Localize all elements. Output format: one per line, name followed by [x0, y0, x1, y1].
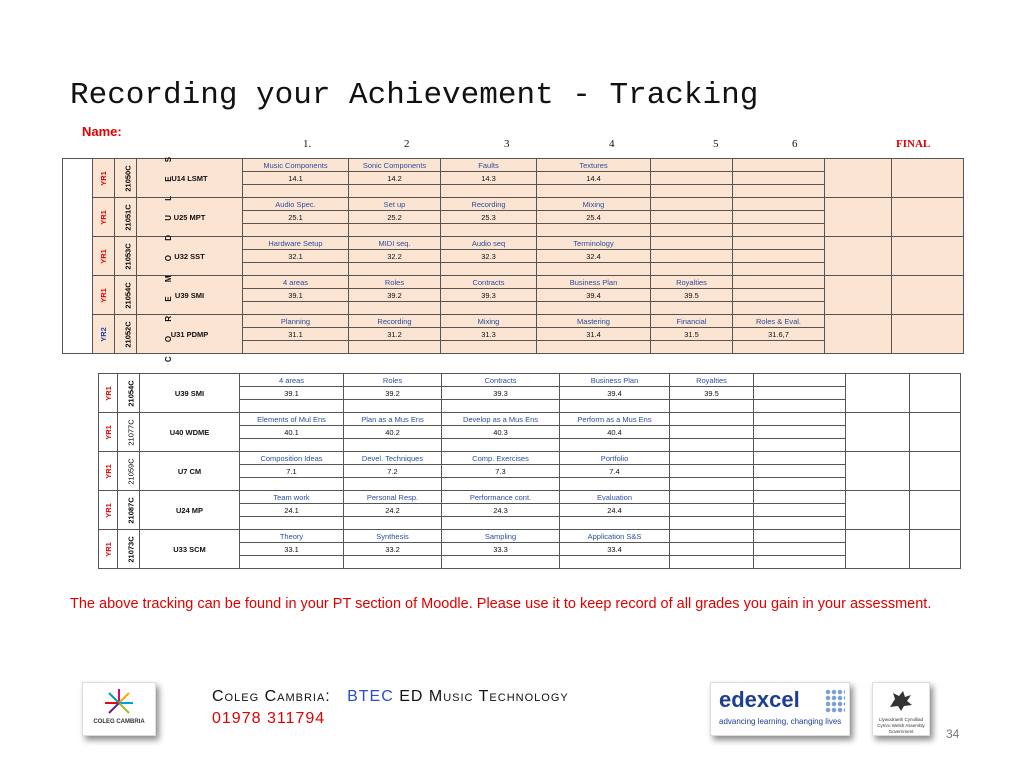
final-grade-cell[interactable] — [846, 374, 910, 413]
criteria-code-cell — [670, 504, 754, 517]
criteria-code-cell — [754, 543, 846, 556]
criteria-label-cell — [651, 198, 733, 211]
grade-cell[interactable] — [651, 302, 733, 315]
criteria-label-cell: Evaluation — [560, 491, 670, 504]
unit-name: U33 SCM — [140, 530, 240, 569]
grade-cell[interactable] — [560, 439, 670, 452]
criteria-code-cell — [754, 387, 846, 400]
welsh-logo-text: Llywodraeth Cynulliad Cymru Welsh Assembly Government — [877, 717, 925, 734]
grade-cell[interactable] — [441, 185, 537, 198]
criteria-code-cell: 32.1 — [243, 250, 349, 263]
criteria-label-cell — [754, 374, 846, 387]
welsh-assembly-logo — [872, 682, 930, 736]
table-row — [99, 452, 961, 465]
criteria-code-cell: 7.1 — [240, 465, 344, 478]
criteria-label-cell: Royalties — [670, 374, 754, 387]
criteria-code-cell: 32.2 — [349, 250, 441, 263]
unit-code: 21073C — [126, 535, 136, 563]
criteria-label-cell: Sonic Components — [349, 159, 441, 172]
grade-cell[interactable] — [754, 400, 846, 413]
year-cell — [99, 452, 118, 491]
criteria-label-cell — [670, 491, 754, 504]
grade-cell[interactable] — [754, 517, 846, 530]
table-row — [63, 276, 964, 289]
unit-code: 21054C — [126, 379, 136, 407]
criteria-label-cell: Portfolio — [560, 452, 670, 465]
column-header-3: 3 — [504, 138, 510, 150]
criteria-label-cell: Textures — [537, 159, 651, 172]
final-grade-cell[interactable] — [825, 198, 892, 237]
unit-code-cell — [118, 452, 140, 491]
core-modules-label: C O R E M O D U L E S — [164, 150, 174, 362]
grade-cell[interactable] — [349, 224, 441, 237]
criteria-code-cell: 39.4 — [537, 289, 651, 302]
table-row — [63, 237, 964, 250]
column-header-1: 1. — [303, 138, 312, 150]
criteria-label-cell — [733, 198, 825, 211]
column-header-5: 5 — [713, 138, 719, 150]
criteria-label-cell — [754, 530, 846, 543]
criteria-code-cell: 25.4 — [537, 211, 651, 224]
year-label: YR1 — [99, 287, 108, 303]
criteria-code-cell: 31.5 — [651, 328, 733, 341]
criteria-label-cell: Theory — [240, 530, 344, 543]
final-grade-cell[interactable] — [892, 198, 964, 237]
criteria-label-cell: Sampling — [442, 530, 560, 543]
criteria-label-cell: Composition Ideas — [240, 452, 344, 465]
criteria-code-cell: 39.3 — [441, 289, 537, 302]
grade-cell[interactable] — [442, 517, 560, 530]
final-grade-cell[interactable] — [825, 276, 892, 315]
criteria-code-cell: 40.3 — [442, 426, 560, 439]
grade-cell[interactable] — [240, 556, 344, 569]
criteria-code-cell: 32.3 — [441, 250, 537, 263]
criteria-label-cell — [754, 452, 846, 465]
criteria-code-cell: 33.1 — [240, 543, 344, 556]
grade-cell[interactable] — [442, 400, 560, 413]
core-modules-table — [62, 150, 964, 362]
criteria-label-cell: Financial — [651, 315, 733, 328]
unit-code: 21050C — [123, 164, 133, 192]
criteria-code-cell — [733, 289, 825, 302]
criteria-code-cell: 39.1 — [240, 387, 344, 400]
criteria-code-cell: 31.4 — [537, 328, 651, 341]
year-cell — [93, 276, 115, 315]
criteria-code-cell: 7.2 — [344, 465, 442, 478]
criteria-code-cell: 24.2 — [344, 504, 442, 517]
criteria-code-cell: 39.3 — [442, 387, 560, 400]
criteria-label-cell: Recording — [349, 315, 441, 328]
criteria-code-cell — [670, 465, 754, 478]
final-grade-cell[interactable] — [846, 530, 910, 569]
final-grade-cell[interactable] — [825, 237, 892, 276]
year-cell — [93, 159, 115, 198]
year-label: YR1 — [99, 248, 108, 264]
criteria-label-cell: Recording — [441, 198, 537, 211]
grade-cell[interactable] — [243, 302, 349, 315]
unit-code: 21059C — [126, 457, 136, 485]
final-grade-cell[interactable] — [846, 491, 910, 530]
edexcel-logo — [710, 682, 850, 736]
criteria-code-cell: 31.3 — [441, 328, 537, 341]
final-grade-cell[interactable] — [910, 413, 961, 452]
criteria-label-cell: Roles & Eval. — [733, 315, 825, 328]
grade-cell[interactable] — [670, 400, 754, 413]
criteria-label-cell: Hardware Setup — [243, 237, 349, 250]
criteria-code-cell: 39.5 — [651, 289, 733, 302]
criteria-code-cell: 39.2 — [349, 289, 441, 302]
criteria-label-cell: Plan as a Mus Ens — [344, 413, 442, 426]
optional-modules-table — [98, 373, 961, 569]
year-label: YR1 — [103, 463, 113, 479]
criteria-code-cell — [733, 172, 825, 185]
grade-cell[interactable] — [240, 400, 344, 413]
grade-cell[interactable] — [651, 185, 733, 198]
criteria-label-cell: Faults — [441, 159, 537, 172]
final-grade-cell[interactable] — [825, 315, 892, 354]
footer-course: ED Music Technology — [393, 688, 569, 705]
criteria-code-cell: 40.2 — [344, 426, 442, 439]
grade-cell[interactable] — [560, 478, 670, 491]
unit-name: U31 PDMP — [137, 315, 243, 354]
grade-cell[interactable] — [349, 341, 441, 354]
grade-cell[interactable] — [243, 341, 349, 354]
criteria-code-cell: 14.1 — [243, 172, 349, 185]
final-grade-cell[interactable] — [892, 315, 964, 354]
criteria-label-cell: Mixing — [537, 198, 651, 211]
unit-code-cell — [118, 530, 140, 569]
grade-cell[interactable] — [537, 302, 651, 315]
grade-cell[interactable] — [240, 439, 344, 452]
grade-cell[interactable] — [240, 517, 344, 530]
final-grade-cell[interactable] — [892, 276, 964, 315]
grade-cell[interactable] — [349, 185, 441, 198]
criteria-label-cell: Roles — [349, 276, 441, 289]
grade-cell[interactable] — [733, 341, 825, 354]
year-cell — [99, 491, 118, 530]
final-grade-cell[interactable] — [910, 491, 961, 530]
unit-code: 21077C — [126, 418, 136, 446]
criteria-code-cell: 31.6,7 — [733, 328, 825, 341]
criteria-code-cell: 39.1 — [243, 289, 349, 302]
final-grade-cell[interactable] — [910, 374, 961, 413]
grade-cell[interactable] — [537, 263, 651, 276]
criteria-label-cell — [670, 452, 754, 465]
year-label: YR1 — [99, 209, 108, 225]
unit-name: U14 LSMT — [137, 159, 243, 198]
unit-code-cell — [115, 159, 137, 198]
unit-name: U25 MPT — [137, 198, 243, 237]
unit-code: 21053C — [123, 242, 133, 270]
dragon-icon — [887, 687, 915, 715]
grade-cell[interactable] — [349, 263, 441, 276]
grade-cell[interactable] — [733, 263, 825, 276]
criteria-code-cell — [733, 211, 825, 224]
column-header-4: 4 — [609, 138, 615, 150]
criteria-label-cell — [670, 413, 754, 426]
criteria-label-cell: Develop as a Mus Ens — [442, 413, 560, 426]
unit-name: U40 WDME — [140, 413, 240, 452]
criteria-code-cell: 33.3 — [442, 543, 560, 556]
criteria-label-cell: Terminology — [537, 237, 651, 250]
year-label: YR1 — [103, 385, 113, 401]
grade-cell[interactable] — [670, 439, 754, 452]
criteria-code-cell: 33.2 — [344, 543, 442, 556]
grade-cell[interactable] — [651, 263, 733, 276]
final-grade-cell[interactable] — [846, 452, 910, 491]
grade-cell[interactable] — [441, 263, 537, 276]
criteria-code-cell: 7.4 — [560, 465, 670, 478]
criteria-label-cell: Personal Resp. — [344, 491, 442, 504]
unit-name: U24 MP — [140, 491, 240, 530]
year-cell — [93, 237, 115, 276]
unit-code-cell — [118, 413, 140, 452]
criteria-code-cell — [651, 211, 733, 224]
year-cell — [93, 198, 115, 237]
table-row — [99, 413, 961, 426]
criteria-label-cell — [670, 530, 754, 543]
year-cell — [99, 530, 118, 569]
grade-cell[interactable] — [560, 400, 670, 413]
grade-cell[interactable] — [441, 341, 537, 354]
criteria-label-cell — [733, 237, 825, 250]
unit-name: U7 CM — [140, 452, 240, 491]
final-grade-cell[interactable] — [892, 159, 964, 198]
edexcel-tagline: advancing learning, changing lives — [719, 717, 842, 726]
column-header-6: 6 — [792, 138, 798, 150]
column-header-final: FINAL — [896, 138, 931, 150]
criteria-label-cell: Synthesis — [344, 530, 442, 543]
grade-cell[interactable] — [344, 556, 442, 569]
criteria-code-cell: 24.1 — [240, 504, 344, 517]
tracking-note: The above tracking can be found in your PT section of Moodle. Please use it to keep record of all grades you gain in your assessment. — [70, 596, 932, 612]
grade-cell[interactable] — [733, 224, 825, 237]
table-row — [63, 198, 964, 211]
grade-cell[interactable] — [754, 478, 846, 491]
page-number: 34 — [946, 727, 960, 741]
grade-cell[interactable] — [670, 556, 754, 569]
grade-cell[interactable] — [243, 185, 349, 198]
criteria-label-cell: Mixing — [441, 315, 537, 328]
criteria-code-cell: 25.3 — [441, 211, 537, 224]
grade-cell[interactable] — [344, 478, 442, 491]
grade-cell[interactable] — [537, 224, 651, 237]
criteria-label-cell: Devel. Techniques — [344, 452, 442, 465]
year-cell — [93, 315, 115, 354]
criteria-label-cell — [754, 413, 846, 426]
grade-cell[interactable] — [344, 400, 442, 413]
grade-cell[interactable] — [651, 224, 733, 237]
criteria-label-cell: Set up — [349, 198, 441, 211]
final-grade-cell[interactable] — [825, 159, 892, 198]
footer-college: Coleg Cambria: — [212, 688, 331, 705]
criteria-code-cell: 31.1 — [243, 328, 349, 341]
criteria-label-cell: Roles — [344, 374, 442, 387]
criteria-code-cell: 31.2 — [349, 328, 441, 341]
year-cell — [99, 413, 118, 452]
grade-cell[interactable] — [442, 556, 560, 569]
criteria-label-cell: Perform as a Mus Ens — [560, 413, 670, 426]
criteria-label-cell: Contracts — [442, 374, 560, 387]
criteria-label-cell: Team work — [240, 491, 344, 504]
unit-name: U39 SMI — [137, 276, 243, 315]
criteria-code-cell: 7.3 — [442, 465, 560, 478]
criteria-code-cell — [670, 543, 754, 556]
criteria-label-cell: Contracts — [441, 276, 537, 289]
unit-code-cell — [115, 237, 137, 276]
coleg-cambria-logo — [82, 682, 156, 736]
criteria-label-cell: Music Components — [243, 159, 349, 172]
grade-cell[interactable] — [349, 302, 441, 315]
grade-cell[interactable] — [670, 517, 754, 530]
criteria-code-cell: 25.1 — [243, 211, 349, 224]
edexcel-wordmark: edexcel — [719, 687, 800, 712]
year-label: YR1 — [103, 502, 113, 518]
criteria-code-cell — [670, 426, 754, 439]
grade-cell[interactable] — [560, 556, 670, 569]
criteria-label-cell: Audio Spec. — [243, 198, 349, 211]
criteria-label-cell — [754, 491, 846, 504]
grade-cell[interactable] — [670, 478, 754, 491]
criteria-label-cell: Mastering — [537, 315, 651, 328]
grade-cell[interactable] — [441, 224, 537, 237]
criteria-label-cell — [733, 276, 825, 289]
criteria-label-cell: Audio seq — [441, 237, 537, 250]
criteria-label-cell: Royalties — [651, 276, 733, 289]
criteria-label-cell: Business Plan — [537, 276, 651, 289]
final-grade-cell[interactable] — [892, 237, 964, 276]
grade-cell[interactable] — [754, 556, 846, 569]
footer-phone: 01978 311794 — [212, 710, 326, 727]
criteria-label-cell: Performance cont. — [442, 491, 560, 504]
table-row — [63, 315, 964, 328]
cambria-logo-text: COLEG CAMBRIA — [93, 719, 145, 725]
grade-cell[interactable] — [441, 302, 537, 315]
criteria-code-cell: 32.4 — [537, 250, 651, 263]
footer-course-title — [212, 688, 569, 706]
table-row — [99, 491, 961, 504]
grade-cell[interactable] — [754, 439, 846, 452]
table-row — [63, 159, 964, 172]
final-grade-cell[interactable] — [910, 530, 961, 569]
criteria-label-cell: Elements of Mul Ens — [240, 413, 344, 426]
criteria-code-cell — [754, 504, 846, 517]
criteria-code-cell — [754, 465, 846, 478]
grade-cell[interactable] — [537, 185, 651, 198]
unit-code: 21052C — [123, 320, 133, 348]
criteria-code-cell: 39.5 — [670, 387, 754, 400]
grade-cell[interactable] — [537, 341, 651, 354]
criteria-code-cell: 14.4 — [537, 172, 651, 185]
criteria-label-cell: Business Plan — [560, 374, 670, 387]
criteria-code-cell: 24.3 — [442, 504, 560, 517]
unit-code-cell — [115, 315, 137, 354]
grade-cell[interactable] — [240, 478, 344, 491]
year-cell — [99, 374, 118, 413]
criteria-label-cell: 4 areas — [240, 374, 344, 387]
final-grade-cell[interactable] — [910, 452, 961, 491]
name-label: Name: — [82, 124, 122, 139]
edexcel-dots-icon — [825, 689, 845, 713]
unit-code-cell — [115, 276, 137, 315]
criteria-label-cell: Comp. Exercises — [442, 452, 560, 465]
criteria-code-cell — [754, 426, 846, 439]
unit-code: 21051C — [123, 203, 133, 231]
criteria-code-cell: 24.4 — [560, 504, 670, 517]
criteria-code-cell — [733, 250, 825, 263]
year-label: YR2 — [99, 326, 108, 342]
table-row — [99, 530, 961, 543]
year-label: YR1 — [103, 424, 113, 440]
criteria-code-cell: 25.2 — [349, 211, 441, 224]
criteria-code-cell — [651, 172, 733, 185]
criteria-code-cell: 14.2 — [349, 172, 441, 185]
criteria-label-cell — [651, 237, 733, 250]
criteria-code-cell: 39.4 — [560, 387, 670, 400]
year-label: YR1 — [103, 541, 113, 557]
final-grade-cell[interactable] — [846, 413, 910, 452]
grade-cell[interactable] — [560, 517, 670, 530]
footer-btec: BTEC — [347, 688, 394, 705]
unit-code-cell — [118, 374, 140, 413]
grade-cell[interactable] — [651, 341, 733, 354]
grade-cell[interactable] — [733, 302, 825, 315]
unit-code-cell — [118, 491, 140, 530]
criteria-code-cell — [651, 250, 733, 263]
criteria-code-cell: 33.4 — [560, 543, 670, 556]
grade-cell[interactable] — [243, 224, 349, 237]
unit-code: 21054C — [123, 281, 133, 309]
grade-cell[interactable] — [243, 263, 349, 276]
criteria-label-cell — [733, 159, 825, 172]
criteria-label-cell: Application S&S — [560, 530, 670, 543]
grade-cell[interactable] — [344, 517, 442, 530]
criteria-code-cell: 39.2 — [344, 387, 442, 400]
criteria-label-cell — [651, 159, 733, 172]
grade-cell[interactable] — [442, 439, 560, 452]
criteria-label-cell: MIDI seq. — [349, 237, 441, 250]
criteria-code-cell: 40.4 — [560, 426, 670, 439]
unit-name: U32 SST — [137, 237, 243, 276]
criteria-code-cell: 40.1 — [240, 426, 344, 439]
unit-code: 21087C — [126, 496, 136, 524]
criteria-code-cell: 14.3 — [441, 172, 537, 185]
table-row — [99, 374, 961, 387]
year-label: YR1 — [99, 170, 108, 186]
column-header-2: 2 — [404, 138, 410, 150]
grade-cell[interactable] — [442, 478, 560, 491]
unit-name: U39 SMI — [140, 374, 240, 413]
criteria-label-cell: Planning — [243, 315, 349, 328]
grade-cell[interactable] — [344, 439, 442, 452]
criteria-label-cell: 4 areas — [243, 276, 349, 289]
unit-code-cell — [115, 198, 137, 237]
grade-cell[interactable] — [733, 185, 825, 198]
cambria-burst-icon — [91, 687, 147, 717]
page-title: Recording your Achievement - Tracking — [70, 78, 759, 113]
